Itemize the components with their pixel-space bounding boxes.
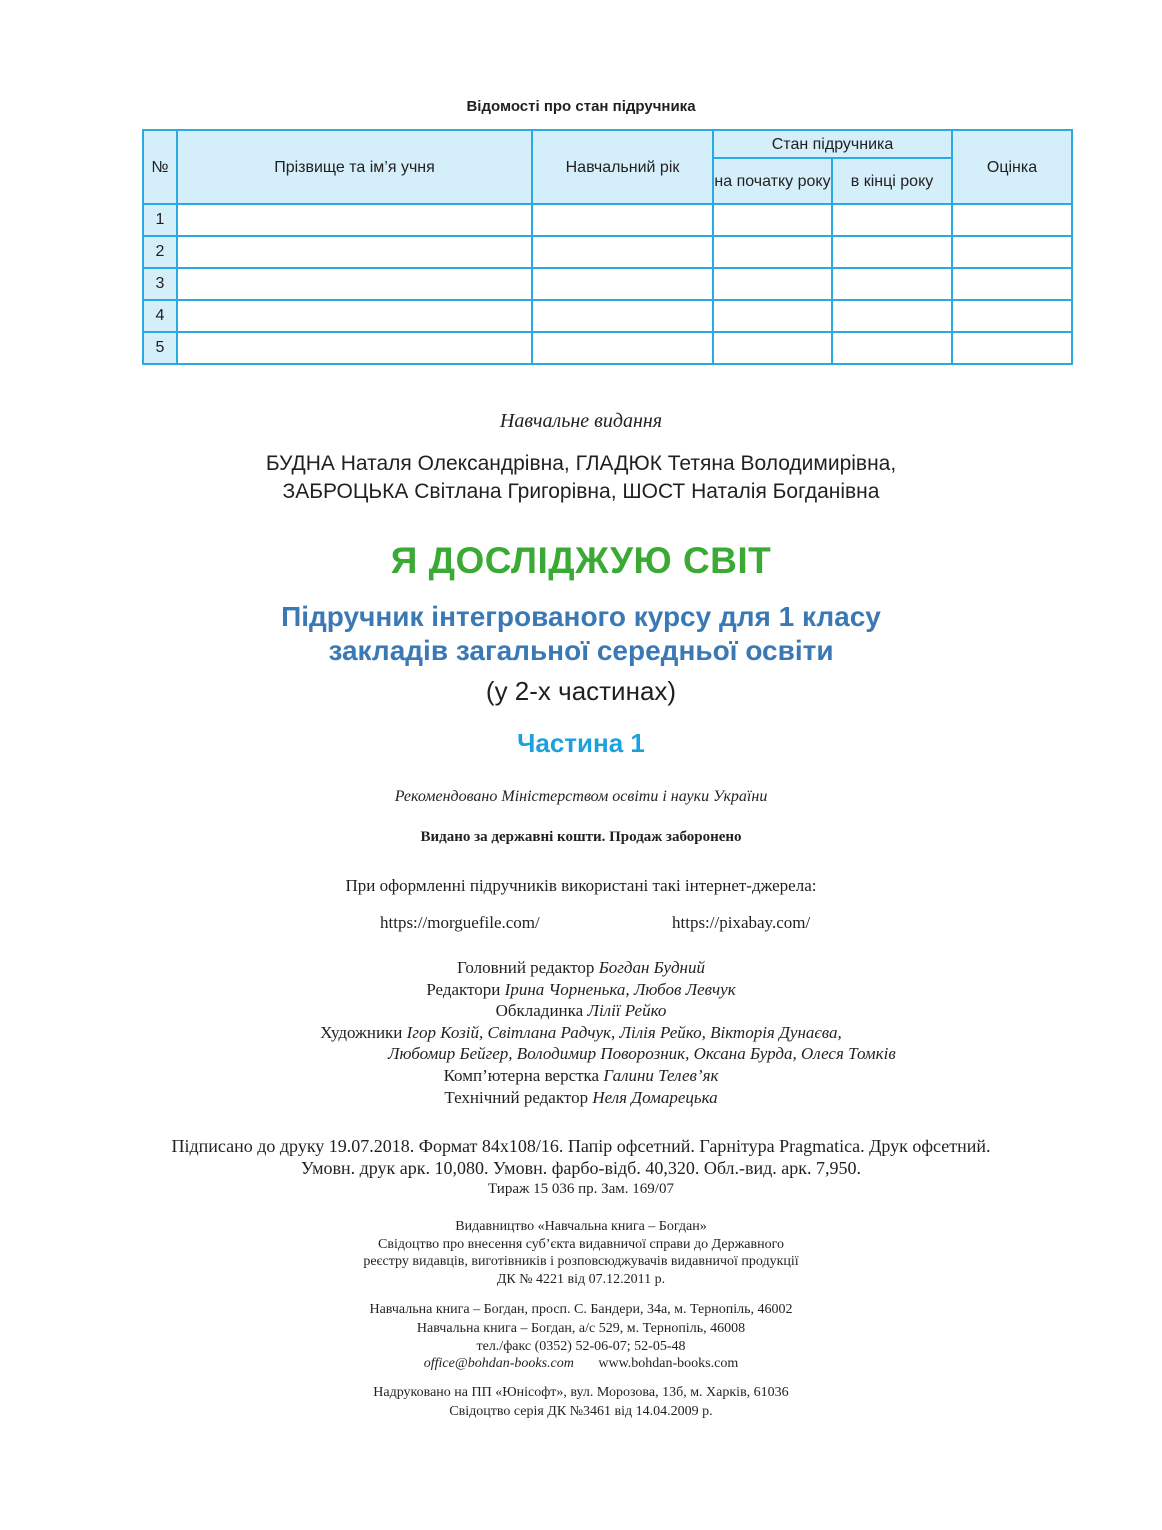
publisher-line-4: ДК № 4221 від 07.12.2011 р. <box>496 1272 666 1287</box>
credit-value: Галини Телев’як <box>603 1066 719 1085</box>
print-info-line-1: Підписано до друку 19.07.2018. Формат 84х108/16. Папір офсетний. Гарнітура Pragmatica. Друк офсетний. <box>171 1136 991 1156</box>
credit-editors <box>0 979 1162 1001</box>
table-row <box>143 236 1072 268</box>
parts-note: (у 2-х частинах) <box>485 676 677 706</box>
name-cell[interactable] <box>177 268 532 300</box>
printer-line-2: Свідоцтво серія ДК №3461 від 14.04.2009 р. <box>449 1404 713 1419</box>
credit-layout <box>0 1065 1162 1087</box>
print-info-line-3: Тираж 15 036 пр. Зам. 169/07 <box>488 1181 674 1197</box>
recommendation-note: Рекомендовано Міністерством освіти і науки України <box>394 788 768 805</box>
state-start-cell[interactable] <box>713 268 832 300</box>
header-year: Навчальний рік <box>532 130 713 204</box>
header-num: № <box>143 130 177 204</box>
credit-value: Ігор Козій, Світлана Радчук, Лілія Рейко, Вікторія Дунаєва, <box>406 1023 842 1042</box>
row-number: 4 <box>143 300 177 332</box>
row-number: 2 <box>143 236 177 268</box>
header-state: Стан підручника <box>713 130 952 158</box>
print-info-line-2: Умовн. друк арк. 10,080. Умовн. фарбо-відб. 40,320. Обл.-вид. арк. 7,950. <box>300 1158 862 1178</box>
table-row <box>143 204 1072 236</box>
table-title: Відомості про стан підручника <box>466 98 696 115</box>
credit-label: Комп’ютерна верстка <box>443 1066 604 1085</box>
website-link[interactable]: www.bohdan-books.com <box>598 1356 739 1371</box>
header-grade: Оцінка <box>952 130 1072 204</box>
source-link-pixabay[interactable]: https://pixabay.com/ <box>672 913 811 932</box>
address-line-2: Навчальна книга – Богдан, а/с 529, м. Тернопіль, 46008 <box>416 1321 746 1336</box>
state-start-cell[interactable] <box>713 332 832 364</box>
credit-artists-continued: Любомир Бейгер, Володимир Поворозник, Оксана Бурда, Олеся Томків <box>388 1044 896 1063</box>
credit-value: Неля Домарецька <box>592 1088 718 1107</box>
book-subtitle-line-1: Підручник інтегрованого курсу для 1 класу <box>281 601 881 632</box>
state-end-cell[interactable] <box>832 204 952 236</box>
publisher-line-2: Свідоцтво про внесення суб’єкта видавничої справи до Державного <box>378 1237 784 1252</box>
name-cell[interactable] <box>177 332 532 364</box>
name-cell[interactable] <box>177 236 532 268</box>
edition-type: Навчальне видання <box>499 410 663 432</box>
credit-label: Редактори <box>426 980 505 999</box>
row-number: 5 <box>143 332 177 364</box>
credit-label: Технічний редактор <box>444 1088 593 1107</box>
printer-line-1: Надруковано на ПП «Юнісофт», вул. Морозова, 13б, м. Харків, 61036 <box>373 1385 789 1400</box>
grade-cell[interactable] <box>952 204 1072 236</box>
credit-label: Головний редактор <box>457 958 599 977</box>
header-state-end: в кінці року <box>832 158 952 204</box>
credit-label: Обкладинка <box>495 1001 588 1020</box>
source-link-morguefile[interactable]: https://morguefile.com/ <box>380 913 540 932</box>
row-number: 3 <box>143 268 177 300</box>
grade-cell[interactable] <box>952 236 1072 268</box>
part-label: Частина 1 <box>517 728 645 758</box>
state-funds-note: Видано за державні кошти. Продаж заборонено <box>420 829 742 845</box>
authors-line-1: БУДНА Наталя Олександрівна, ГЛАДЮК Тетяна Володимирівна, <box>265 452 897 475</box>
table-row <box>143 300 1072 332</box>
grade-cell[interactable] <box>952 332 1072 364</box>
book-subtitle-line-2: закладів загальної середньої освіти <box>328 635 834 666</box>
credit-value: Ірина Чорненька, Любов Левчук <box>504 980 736 999</box>
contacts-line <box>0 1355 1162 1373</box>
year-cell[interactable] <box>532 236 713 268</box>
credit-value: Лілії Рейко <box>587 1001 667 1020</box>
name-cell[interactable] <box>177 300 532 332</box>
table-row <box>143 332 1072 364</box>
book-title: Я ДОСЛІДЖУЮ СВІТ <box>390 540 772 581</box>
state-start-cell[interactable] <box>713 236 832 268</box>
year-cell[interactable] <box>532 332 713 364</box>
grade-cell[interactable] <box>952 300 1072 332</box>
email-link[interactable]: office@bohdan-books.com <box>423 1356 574 1371</box>
state-end-cell[interactable] <box>832 332 952 364</box>
textbook-status-table <box>142 129 1073 365</box>
header-state-start: на початку року <box>713 158 832 204</box>
publisher-line-3: реєстру видавців, виготівників і розповсюджувачів видавничої продукції <box>363 1254 799 1269</box>
authors-line-2: ЗАБРОЦЬКА Світлана Григорівна, ШОСТ Наталія Богданівна <box>282 480 880 503</box>
credit-chief-editor <box>0 957 1162 979</box>
row-number: 1 <box>143 204 177 236</box>
name-cell[interactable] <box>177 204 532 236</box>
state-start-cell[interactable] <box>713 204 832 236</box>
publisher-line-1: Видавництво «Навчальна книга – Богдан» <box>455 1219 707 1234</box>
state-end-cell[interactable] <box>832 236 952 268</box>
credit-cover <box>0 1000 1162 1022</box>
year-cell[interactable] <box>532 300 713 332</box>
credit-value: Богдан Будний <box>598 958 705 977</box>
credit-label: Художники <box>320 1023 407 1042</box>
address-line-1: Навчальна книга – Богдан, просп. С. Бандери, 34а, м. Тернопіль, 46002 <box>369 1302 793 1317</box>
state-end-cell[interactable] <box>832 268 952 300</box>
sources-intro: При оформленні підручників використані такі інтернет-джерела: <box>345 876 817 895</box>
phone-fax: тел./факс (0352) 52-06-07; 52-05-48 <box>476 1339 686 1354</box>
year-cell[interactable] <box>532 268 713 300</box>
state-start-cell[interactable] <box>713 300 832 332</box>
table-row <box>143 268 1072 300</box>
header-name: Прізвище та ім’я учня <box>177 130 532 204</box>
credit-tech-editor <box>0 1087 1162 1109</box>
year-cell[interactable] <box>532 204 713 236</box>
credit-artists <box>0 1022 1162 1044</box>
grade-cell[interactable] <box>952 268 1072 300</box>
state-end-cell[interactable] <box>832 300 952 332</box>
